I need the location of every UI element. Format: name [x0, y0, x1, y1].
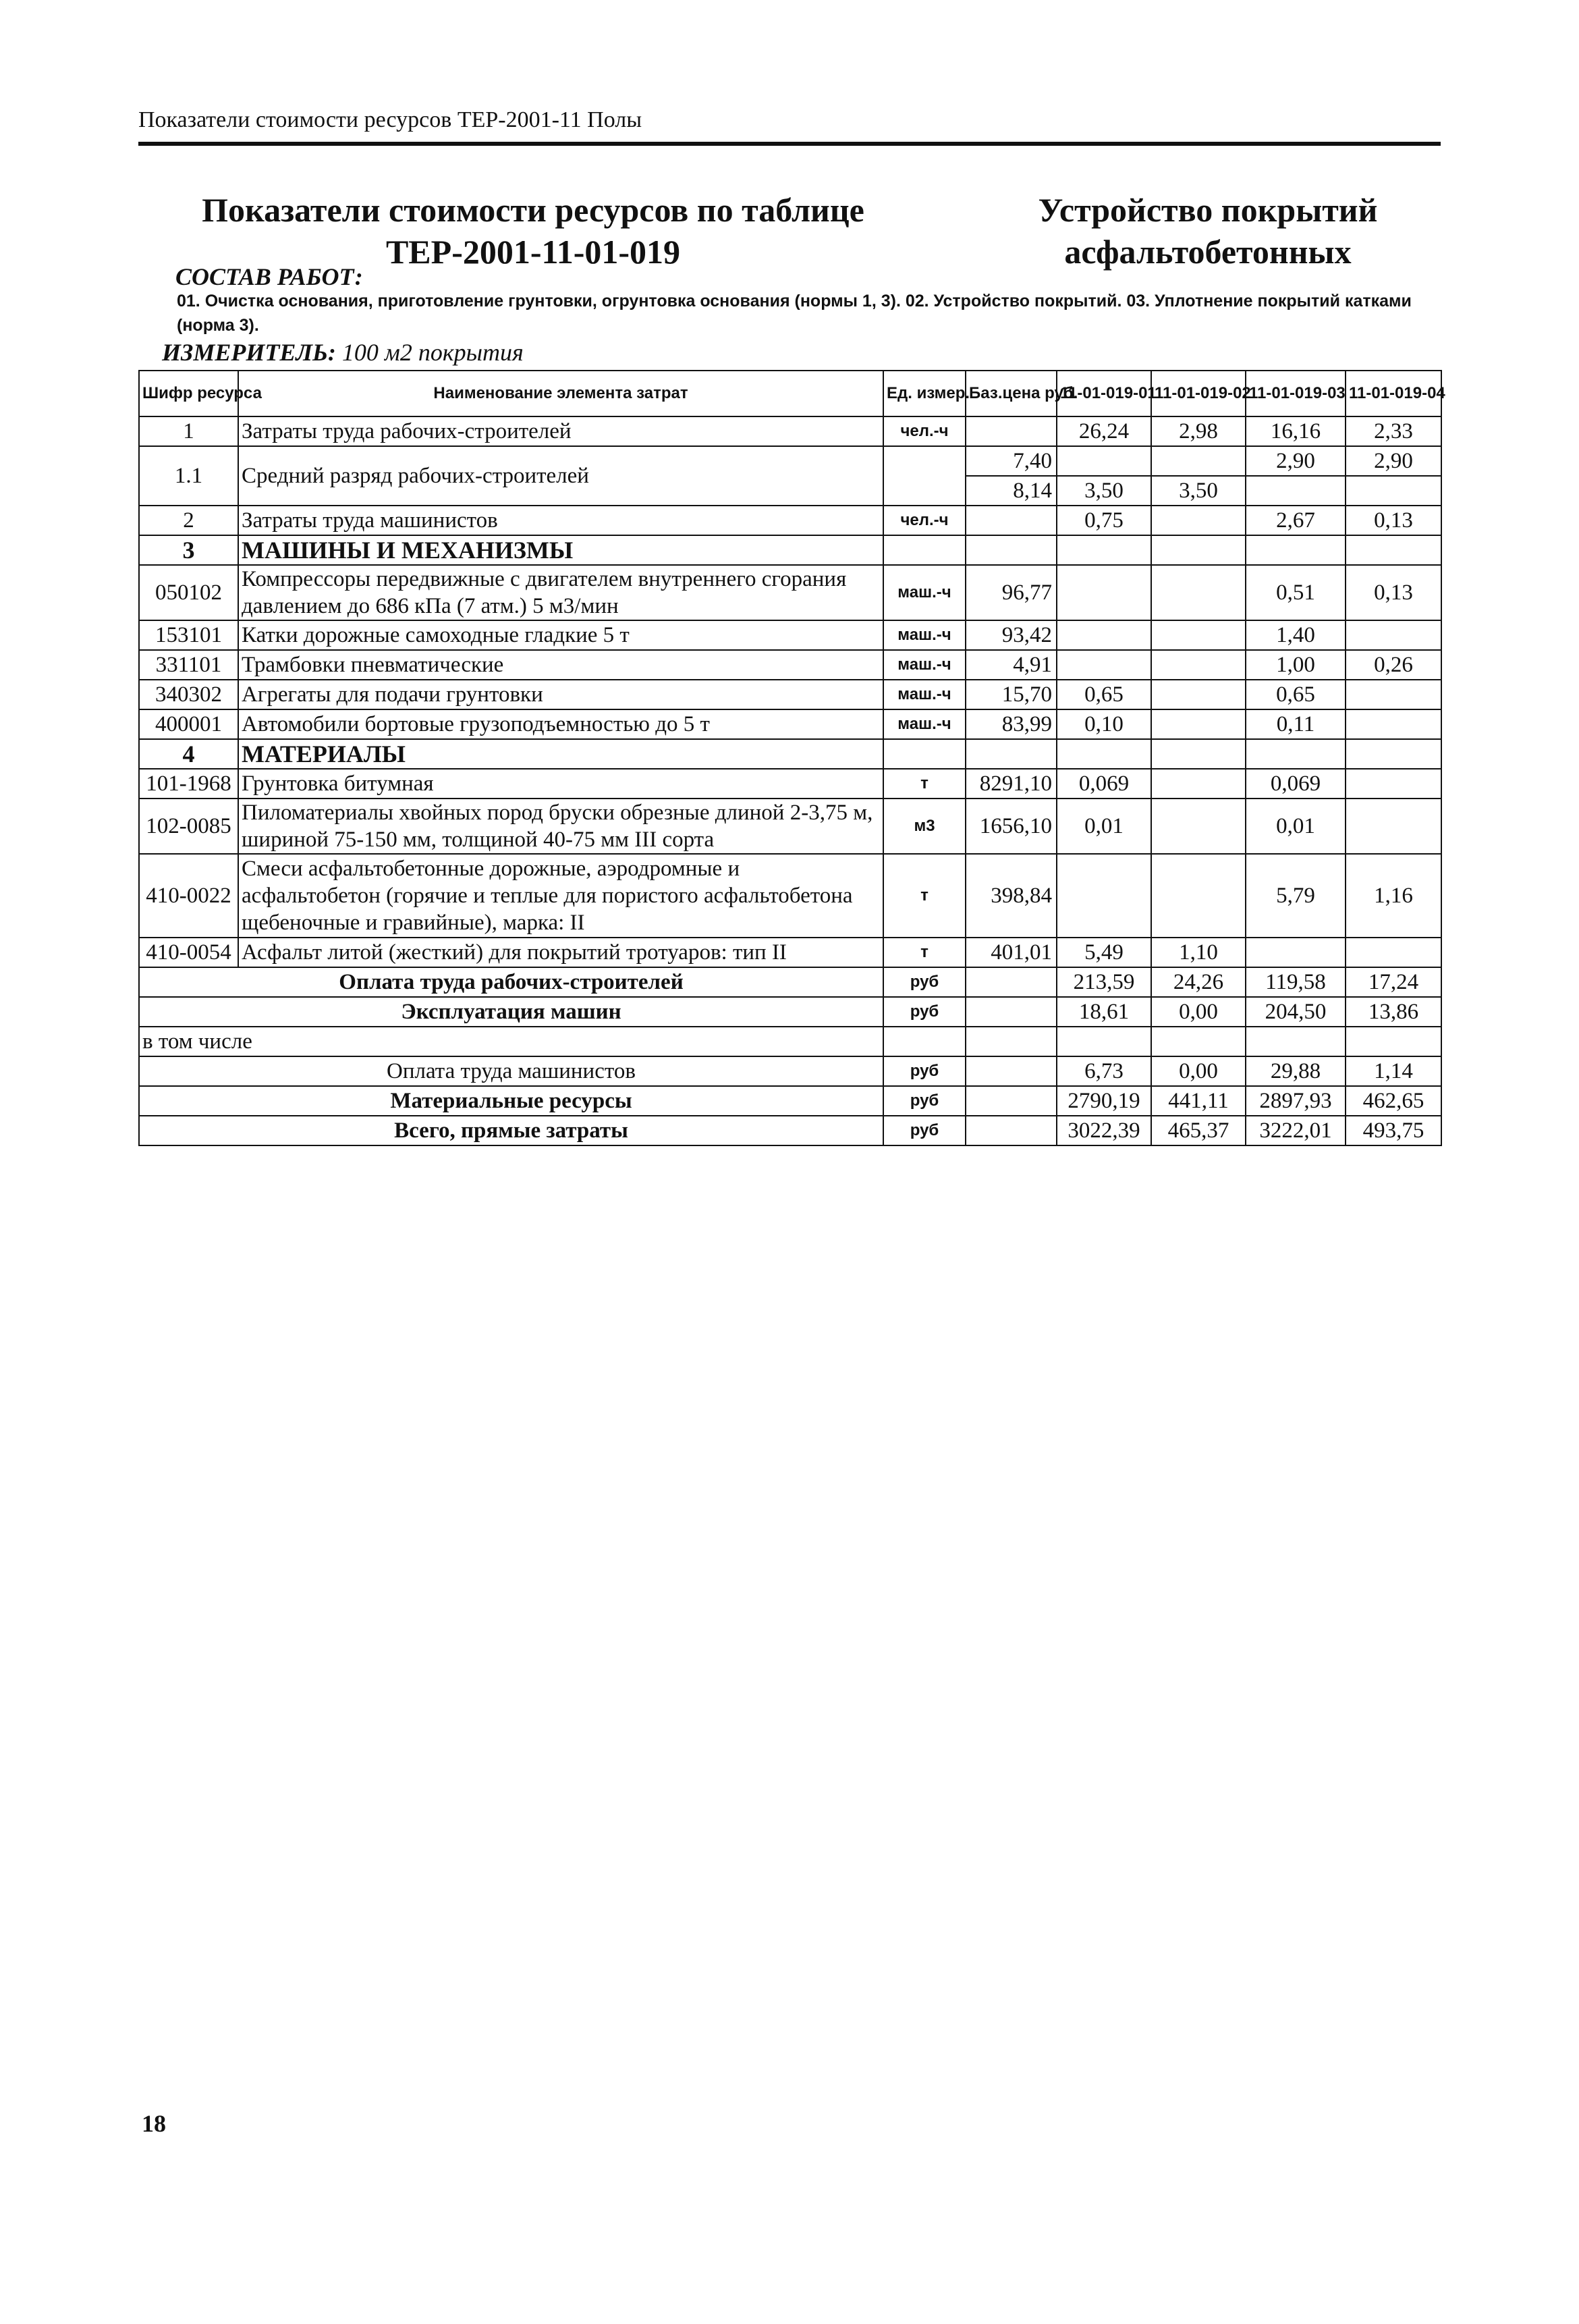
row-value-04: 0,26	[1346, 650, 1441, 680]
empty-cell	[1346, 535, 1441, 565]
totals-value-04: 493,75	[1346, 1116, 1441, 1145]
totals-row	[139, 1116, 1441, 1145]
row-unit: т	[883, 938, 966, 967]
row-value-01: 26,24	[1057, 416, 1151, 446]
row-price: 7,40	[966, 446, 1057, 476]
row-value-04	[1346, 620, 1441, 650]
header-base-price: Баз.цена руб.	[966, 371, 1057, 416]
header-code: Шифр ресурса	[139, 371, 238, 416]
totals-label: Материальные ресурсы	[139, 1086, 883, 1116]
totals-value-01: 2790,19	[1057, 1086, 1151, 1116]
row-code: 410-0022	[139, 854, 238, 938]
row-name: Катки дорожные самоходные гладкие 5 т	[238, 620, 883, 650]
row-value-02: 1,10	[1151, 938, 1246, 967]
row-value-01: 0,01	[1057, 799, 1151, 854]
table-row	[139, 565, 1441, 620]
row-code: 1.1	[139, 446, 238, 506]
row-value-03: 0,069	[1246, 769, 1346, 799]
row-value-02	[1151, 446, 1246, 476]
header-rule	[138, 142, 1441, 146]
totals-value-04: 462,65	[1346, 1086, 1441, 1116]
row-value-04: 0,13	[1346, 565, 1441, 620]
row-value-02	[1151, 799, 1246, 854]
table-row	[139, 769, 1441, 799]
empty-cell	[883, 535, 966, 565]
totals-unit: руб	[883, 1056, 966, 1086]
row-value-02: 2,98	[1151, 416, 1246, 446]
totals-label: Всего, прямые затраты	[139, 1116, 883, 1145]
totals-value-01	[1057, 1027, 1151, 1056]
totals-value-04: 1,14	[1346, 1056, 1441, 1086]
row-code: 340302	[139, 680, 238, 709]
totals-row	[139, 967, 1441, 997]
section-row	[139, 739, 1441, 769]
section-title: МАШИНЫ И МЕХАНИЗМЫ	[238, 535, 883, 565]
row-price: 401,01	[966, 938, 1057, 967]
totals-unit: руб	[883, 997, 966, 1027]
row-value-01: 5,49	[1057, 938, 1151, 967]
row-unit: т	[883, 854, 966, 938]
row-value-03: 5,79	[1246, 854, 1346, 938]
header-norm-04: 11-01-019-04	[1346, 371, 1441, 416]
table-row	[139, 650, 1441, 680]
table-row	[139, 938, 1441, 967]
empty-cell	[1346, 739, 1441, 769]
section-title: МАТЕРИАЛЫ	[238, 739, 883, 769]
totals-label: Оплата труда машинистов	[139, 1056, 883, 1086]
empty-cell	[966, 997, 1057, 1027]
row-value-03: 0,65	[1246, 680, 1346, 709]
header-norm-03: 11-01-019-03	[1246, 371, 1346, 416]
table-subject-title: Устройство покрытий асфальтобетонных	[1038, 191, 1378, 271]
row-unit: маш.-ч	[883, 620, 966, 650]
row-price: 1656,10	[966, 799, 1057, 854]
row-value-02	[1151, 680, 1246, 709]
totals-value-01: 3022,39	[1057, 1116, 1151, 1145]
row-name: Асфальт литой (жесткий) для покрытий тротуаров: тип II	[238, 938, 883, 967]
row-code: 2	[139, 506, 238, 535]
row-value-04	[1346, 680, 1441, 709]
row-value-01	[1057, 854, 1151, 938]
row-value-02	[1151, 506, 1246, 535]
row-price: 93,42	[966, 620, 1057, 650]
row-value-01: 0,75	[1057, 506, 1151, 535]
empty-cell	[966, 1056, 1057, 1086]
row-code: 153101	[139, 620, 238, 650]
row-price: 8,14	[966, 476, 1057, 506]
totals-unit	[883, 1027, 966, 1056]
row-name: Пиломатериалы хвойных пород бруски обрезные длиной 2-3,75 м, шириной 75-150 мм, толщиной 40-75 мм III сорта	[238, 799, 883, 854]
totals-value-03: 119,58	[1246, 967, 1346, 997]
row-value-01	[1057, 446, 1151, 476]
empty-cell	[966, 1086, 1057, 1116]
totals-value-02: 0,00	[1151, 997, 1246, 1027]
row-unit: маш.-ч	[883, 650, 966, 680]
unit-of-measure-label: ИЗМЕРИТЕЛЬ:	[162, 339, 336, 366]
empty-cell	[1151, 739, 1246, 769]
row-value-04: 2,90	[1346, 446, 1441, 476]
totals-value-02	[1151, 1027, 1246, 1056]
totals-value-02: 465,37	[1151, 1116, 1246, 1145]
running-head: Показатели стоимости ресурсов ТЕР-2001-11 Полы	[138, 107, 642, 132]
row-price	[966, 416, 1057, 446]
row-value-01	[1057, 620, 1151, 650]
row-price: 4,91	[966, 650, 1057, 680]
row-price: 83,99	[966, 709, 1057, 739]
table-row	[139, 709, 1441, 739]
row-value-03	[1246, 938, 1346, 967]
row-value-04: 2,33	[1346, 416, 1441, 446]
row-unit: маш.-ч	[883, 709, 966, 739]
header-unit: Ед. измер.	[883, 371, 966, 416]
totals-row	[139, 1056, 1441, 1086]
empty-cell	[1246, 739, 1346, 769]
section-code: 3	[139, 535, 238, 565]
row-value-03: 2,67	[1246, 506, 1346, 535]
totals-value-03: 3222,01	[1246, 1116, 1346, 1145]
totals-value-03	[1246, 1027, 1346, 1056]
row-name: Автомобили бортовые грузоподъемностью до 5 т	[238, 709, 883, 739]
empty-cell	[1151, 535, 1246, 565]
empty-cell	[966, 739, 1057, 769]
totals-value-03: 2897,93	[1246, 1086, 1346, 1116]
row-value-04	[1346, 799, 1441, 854]
totals-value-04: 17,24	[1346, 967, 1441, 997]
empty-cell	[966, 967, 1057, 997]
totals-value-02: 0,00	[1151, 1056, 1246, 1086]
table-row	[139, 506, 1441, 535]
totals-value-01: 213,59	[1057, 967, 1151, 997]
row-value-02	[1151, 650, 1246, 680]
row-price: 8291,10	[966, 769, 1057, 799]
row-name: Агрегаты для подачи грунтовки	[238, 680, 883, 709]
totals-value-03: 29,88	[1246, 1056, 1346, 1086]
totals-label: в том числе	[139, 1027, 883, 1056]
totals-label: Оплата труда рабочих-строителей	[139, 967, 883, 997]
row-unit: маш.-ч	[883, 565, 966, 620]
row-value-02	[1151, 565, 1246, 620]
row-unit: чел.-ч	[883, 416, 966, 446]
totals-value-01: 18,61	[1057, 997, 1151, 1027]
totals-value-04	[1346, 1027, 1441, 1056]
totals-value-02: 441,11	[1151, 1086, 1246, 1116]
totals-value-02: 24,26	[1151, 967, 1246, 997]
row-value-03: 0,51	[1246, 565, 1346, 620]
totals-row	[139, 1027, 1441, 1056]
row-name: Затраты труда рабочих-строителей	[238, 416, 883, 446]
row-value-01: 0,65	[1057, 680, 1151, 709]
works-label: СОСТАВ РАБОТ:	[175, 263, 363, 290]
row-code: 331101	[139, 650, 238, 680]
table-row	[139, 680, 1441, 709]
totals-row	[139, 997, 1441, 1027]
empty-cell	[966, 535, 1057, 565]
unit-of-measure	[162, 337, 524, 367]
row-code: 050102	[139, 565, 238, 620]
row-name: Компрессоры передвижные с двигателем внутреннего сгорания давлением до 686 кПа (7 атм.) 5 м3/мин	[238, 565, 883, 620]
unit-of-measure-value: 100 м2 покрытия	[341, 339, 524, 366]
document-title: Показатели стоимости ресурсов по таблице ТЕР-2001-11-01-019	[202, 191, 864, 271]
row-price: 96,77	[966, 565, 1057, 620]
header-norm-02: 11-01-019-02	[1151, 371, 1246, 416]
row-value-04	[1346, 938, 1441, 967]
row-code: 1	[139, 416, 238, 446]
row-value-02	[1151, 854, 1246, 938]
row-unit: чел.-ч	[883, 506, 966, 535]
empty-cell	[1057, 739, 1151, 769]
row-value-03: 0,11	[1246, 709, 1346, 739]
row-value-02	[1151, 620, 1246, 650]
totals-value-03: 204,50	[1246, 997, 1346, 1027]
header-name: Наименование элемента затрат	[238, 371, 883, 416]
totals-unit: руб	[883, 1116, 966, 1145]
row-value-03: 1,40	[1246, 620, 1346, 650]
works-description: 01. Очистка основания, приготовление грунтовки, огрунтовка основания (нормы 1, 3). 02. Устройство покрытий. 03. Уплотнение покрытий катками (норма 3).	[177, 292, 1412, 335]
row-value-03: 2,90	[1246, 446, 1346, 476]
empty-cell	[883, 739, 966, 769]
row-value-01	[1057, 650, 1151, 680]
row-code: 101-1968	[139, 769, 238, 799]
row-code: 410-0054	[139, 938, 238, 967]
row-value-01: 3,50	[1057, 476, 1151, 506]
row-value-04	[1346, 709, 1441, 739]
row-name: Трамбовки пневматические	[238, 650, 883, 680]
totals-value-01: 6,73	[1057, 1056, 1151, 1086]
row-code: 102-0085	[139, 799, 238, 854]
row-unit: м3	[883, 799, 966, 854]
row-value-04	[1346, 769, 1441, 799]
section-row	[139, 535, 1441, 565]
row-value-04: 0,13	[1346, 506, 1441, 535]
row-price	[966, 506, 1057, 535]
row-name: Средний разряд рабочих-строителей	[238, 446, 883, 506]
row-value-02	[1151, 769, 1246, 799]
empty-cell	[966, 1027, 1057, 1056]
totals-unit: руб	[883, 1086, 966, 1116]
table-header-row	[139, 371, 1441, 416]
empty-cell	[1057, 535, 1151, 565]
row-value-02: 3,50	[1151, 476, 1246, 506]
section-code: 4	[139, 739, 238, 769]
row-value-04: 1,16	[1346, 854, 1441, 938]
page-number: 18	[142, 2110, 166, 2137]
header-norm-01: 11-01-019-01	[1057, 371, 1151, 416]
row-value-02	[1151, 709, 1246, 739]
row-price: 15,70	[966, 680, 1057, 709]
row-code: 400001	[139, 709, 238, 739]
row-value-01: 0,10	[1057, 709, 1151, 739]
table-row	[139, 416, 1441, 446]
row-unit	[883, 446, 966, 506]
row-value-03: 1,00	[1246, 650, 1346, 680]
table-row	[139, 854, 1441, 938]
row-value-03	[1246, 476, 1346, 506]
empty-cell	[1246, 535, 1346, 565]
row-name: Смеси асфальтобетонные дорожные, аэродромные и асфальтобетон (горячие и теплые для пористого асфальтобетона щебеночные и гравийные), марка: II	[238, 854, 883, 938]
empty-cell	[966, 1116, 1057, 1145]
resource-cost-table	[138, 370, 1445, 1146]
table-row	[139, 799, 1441, 854]
table-row	[139, 446, 1441, 476]
totals-value-04: 13,86	[1346, 997, 1441, 1027]
row-value-04	[1346, 476, 1441, 506]
row-name: Затраты труда машинистов	[238, 506, 883, 535]
row-name: Грунтовка битумная	[238, 769, 883, 799]
row-unit: маш.-ч	[883, 680, 966, 709]
row-unit: т	[883, 769, 966, 799]
row-value-01: 0,069	[1057, 769, 1151, 799]
row-value-03: 0,01	[1246, 799, 1346, 854]
totals-row	[139, 1086, 1441, 1116]
table-row	[139, 620, 1441, 650]
totals-label: Эксплуатация машин	[139, 997, 883, 1027]
row-value-03: 16,16	[1246, 416, 1346, 446]
totals-unit: руб	[883, 967, 966, 997]
row-price: 398,84	[966, 854, 1057, 938]
row-value-01	[1057, 565, 1151, 620]
